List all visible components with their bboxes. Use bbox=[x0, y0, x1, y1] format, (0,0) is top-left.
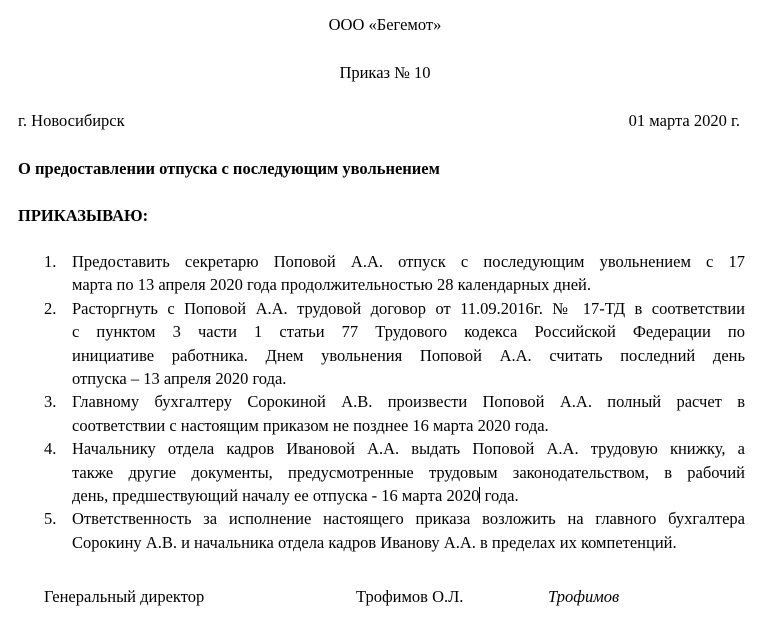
order-item-line: марта по 13 апреля 2020 года продолжительностью 28 календарных дней. bbox=[72, 275, 591, 295]
order-item-number: 3. bbox=[44, 392, 57, 412]
order-item-line-with-cursor bbox=[72, 484, 745, 507]
order-item-line: также другие документы, предусмотренные трудовым законодательством, в рабочий bbox=[72, 462, 745, 482]
order-item-line: Расторгнуть с Поповой А.А. трудовой договор от 11.09.2016г. № 17-ТД в соответствии bbox=[72, 298, 745, 318]
order-directive: ПРИКАЗЫВАЮ: bbox=[18, 206, 149, 225]
order-item-line: Начальнику отдела кадров Ивановой А.А. выдать Поповой А.А. трудовую книжку, а bbox=[72, 439, 745, 459]
order-items-list bbox=[0, 250, 770, 554]
order-item-text bbox=[72, 437, 745, 507]
order-item-line-part: день, предшествующий началу ее отпуска - 16 марта 2020 bbox=[72, 486, 480, 506]
order-item-line: с пунктом 3 части 1 статьи 77 Трудового кодекса Российской Федерации по bbox=[72, 322, 745, 342]
order-item-number: 4. bbox=[44, 439, 57, 459]
signature-name: Трофимов О.Л. bbox=[356, 587, 464, 606]
order-item-line: Главному бухгалтеру Сорокиной А.В. произвести Поповой А.А. полный расчет в bbox=[72, 392, 745, 412]
order-item-text bbox=[72, 390, 745, 437]
order-item-line: отпуска – 13 апреля 2020 года. bbox=[72, 369, 287, 389]
order-item-text bbox=[72, 297, 745, 391]
order-subject: О предоставлении отпуска с последующим увольнением bbox=[18, 159, 440, 178]
order-item-line: Ответственность за исполнение настоящего приказа возложить на главного бухгалтера bbox=[72, 509, 745, 529]
order-item-line: соответствии с настоящим приказом не позднее 16 марта 2020 года. bbox=[72, 415, 549, 435]
order-item-line: Предоставить секретарю Поповой А.А. отпуск с последующим увольнением с 17 bbox=[72, 252, 745, 271]
order-date: 01 марта 2020 г. bbox=[628, 111, 740, 130]
order-item bbox=[0, 437, 770, 507]
order-item-line: Сорокину А.В. и начальника отдела кадров Иванову А.А. в пределах их компетенций. bbox=[72, 532, 677, 552]
handwritten-signature: Трофимов bbox=[548, 587, 620, 606]
order-city: г. Новосибирск bbox=[18, 111, 125, 130]
order-item-number: 1. bbox=[44, 252, 57, 271]
order-item-number: 5. bbox=[44, 509, 57, 529]
order-item-line: инициативе работника. Днем увольнения Поповой А.А. считать последний день bbox=[72, 345, 745, 365]
order-item bbox=[0, 507, 770, 554]
order-item-number: 2. bbox=[44, 298, 57, 318]
order-item bbox=[0, 250, 770, 297]
order-item-text bbox=[72, 507, 745, 554]
order-item bbox=[0, 297, 770, 391]
order-title: Приказ № 10 bbox=[339, 63, 431, 82]
signature-position: Генеральный директор bbox=[44, 587, 205, 606]
order-item-text bbox=[72, 250, 745, 297]
order-item-line-part: года. bbox=[480, 486, 519, 506]
order-item bbox=[0, 390, 770, 437]
company-name: ООО «Бегемот» bbox=[328, 15, 442, 34]
